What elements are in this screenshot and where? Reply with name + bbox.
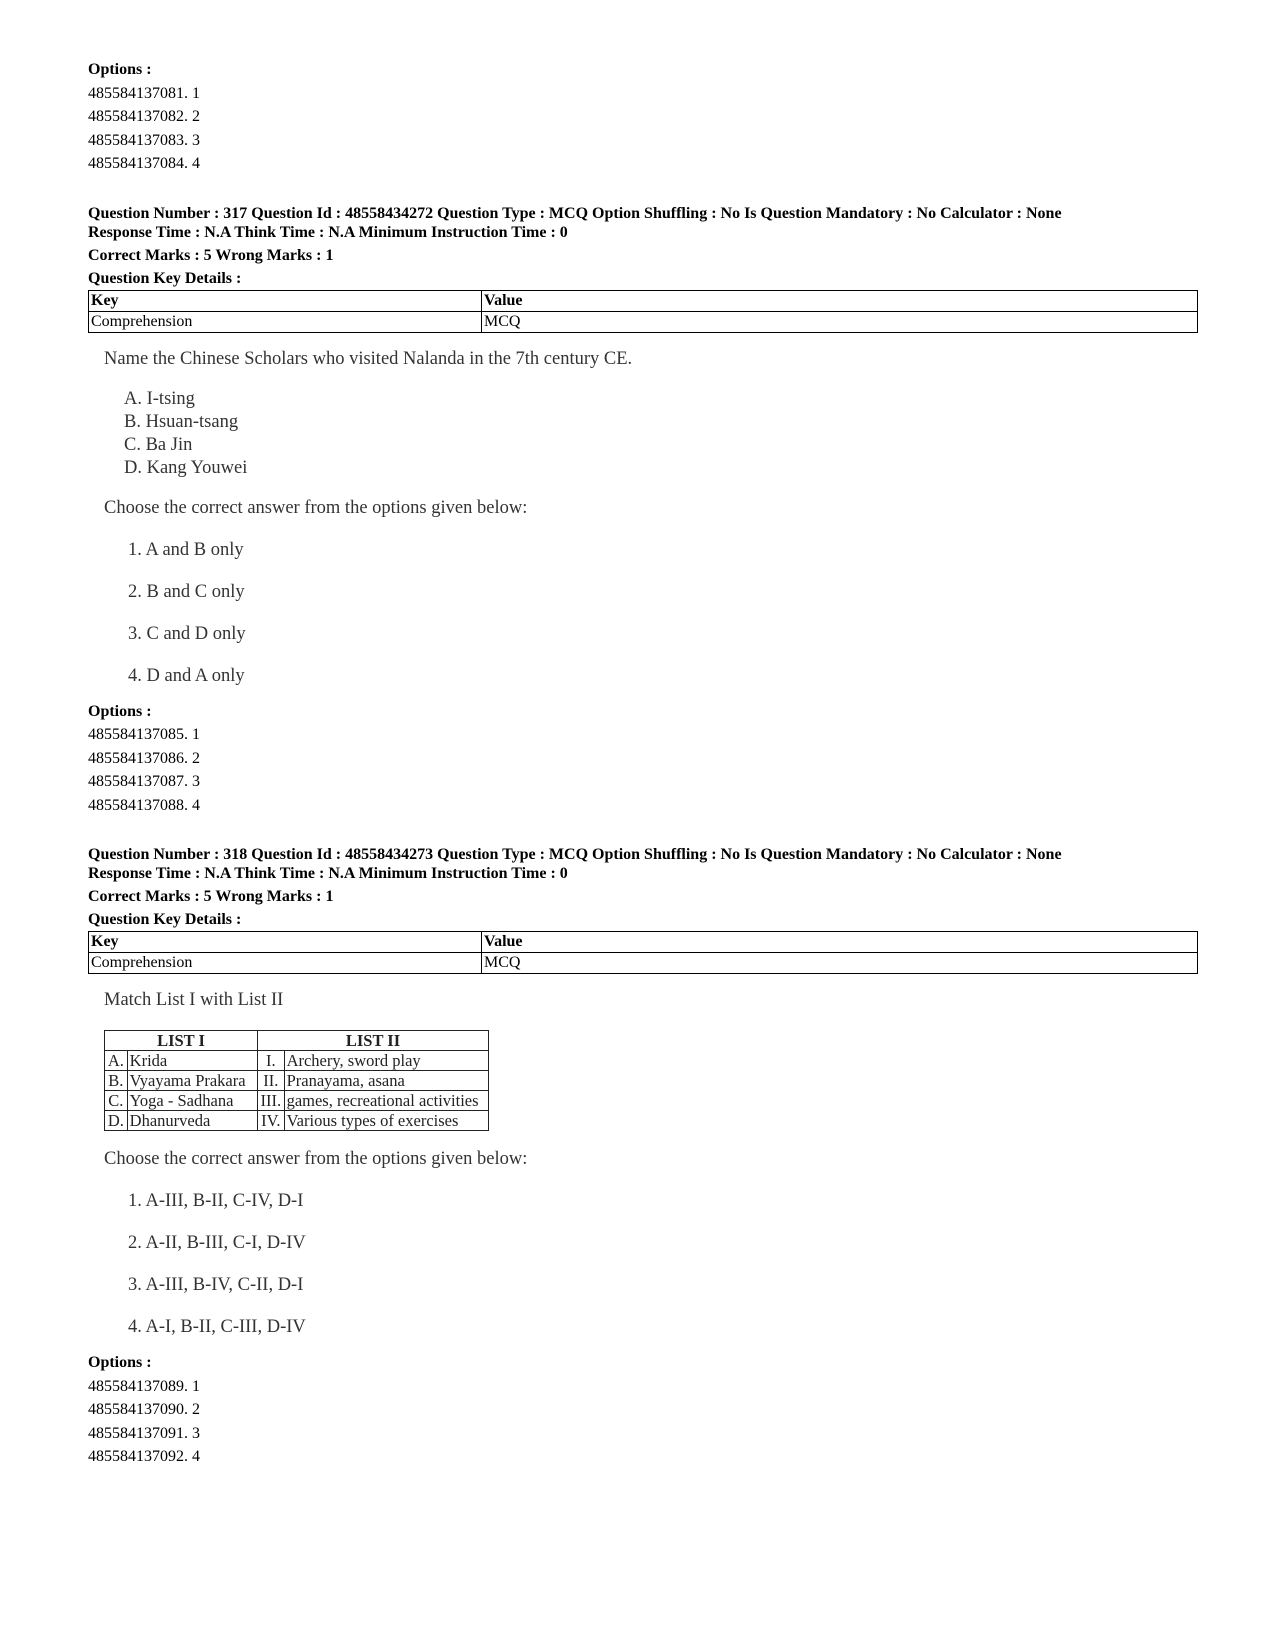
- match-numeral: I.: [258, 1051, 285, 1071]
- match-row: [105, 1051, 489, 1071]
- question-stem: Name the Chinese Scholars who visited Nalanda in the 7th century CE.: [104, 348, 633, 369]
- option-line: 485584137089. 1: [88, 1377, 200, 1395]
- key-details-title: Question Key Details :: [88, 911, 242, 928]
- answer-choice: 1. A and B only: [128, 539, 244, 560]
- match-numeral: III.: [258, 1091, 285, 1111]
- table-row: [89, 953, 1198, 974]
- match-table: [104, 1030, 489, 1131]
- match-list2-item: Various types of exercises: [284, 1111, 488, 1131]
- question-timing: Response Time : N.A Think Time : N.A Minimum Instruction Time : 0: [88, 223, 568, 241]
- table-cell-value: MCQ: [482, 311, 1198, 332]
- question-body: [104, 988, 1198, 1012]
- table-row: [89, 311, 1198, 332]
- option-line: 485584137087. 3: [88, 773, 200, 790]
- top-options-block: [88, 58, 1198, 176]
- match-header-list1: LIST I: [105, 1031, 258, 1051]
- table-header-value: Value: [482, 932, 1198, 953]
- option-line: 485584137091. 3: [88, 1424, 200, 1442]
- option-line: 485584137083. 3: [88, 131, 200, 149]
- question-marks: Correct Marks : 5 Wrong Marks : 1: [88, 888, 334, 905]
- match-list1-item: Krida: [127, 1051, 257, 1071]
- match-numeral: IV.: [258, 1111, 285, 1131]
- options-block: [88, 700, 1198, 818]
- match-numeral: II.: [258, 1071, 285, 1091]
- match-letter: A.: [105, 1051, 128, 1071]
- match-list2-item: games, recreational activities: [284, 1091, 488, 1111]
- question-318: [88, 845, 1198, 1469]
- options-title: Options :: [88, 702, 152, 720]
- option-line: 485584137082. 2: [88, 108, 200, 125]
- match-header-list2: LIST II: [258, 1031, 489, 1051]
- option-line: 485584137084. 4: [88, 155, 200, 172]
- table-header-row: [89, 932, 1198, 953]
- options-title: Options :: [88, 61, 152, 78]
- key-details-table: [88, 290, 1198, 333]
- match-list1-item: Yoga - Sadhana: [127, 1091, 257, 1111]
- options-block: [88, 1351, 1198, 1469]
- table-header-value: Value: [482, 290, 1198, 311]
- table-header-row: [89, 290, 1198, 311]
- match-letter: B.: [105, 1071, 128, 1091]
- match-row: [105, 1111, 489, 1131]
- choose-instruction: Choose the correct answer from the options given below:: [104, 497, 528, 518]
- options-title: Options :: [88, 1354, 152, 1371]
- answer-choice: 2. B and C only: [128, 581, 245, 602]
- table-cell-value: MCQ: [482, 953, 1198, 974]
- match-row: [105, 1071, 489, 1091]
- question-body: [104, 347, 1198, 688]
- option-line: 485584137085. 1: [88, 726, 200, 743]
- question-items: [124, 388, 1198, 480]
- key-details-title: Question Key Details :: [88, 269, 242, 287]
- table-header-key: Key: [89, 290, 482, 311]
- match-list1-item: Vyayama Prakara: [127, 1071, 257, 1091]
- question-stem: Match List I with List II: [104, 990, 284, 1010]
- option-line: 485584137088. 4: [88, 796, 200, 814]
- question-header: Question Number : 317 Question Id : 48558434272 Question Type : MCQ Option Shuffling : No Is Question Mandatory : No Calculator : None: [88, 204, 1062, 222]
- option-line: 485584137092. 4: [88, 1448, 200, 1465]
- match-list2-item: Pranayama, asana: [284, 1071, 488, 1091]
- option-line: 485584137090. 2: [88, 1401, 200, 1418]
- question-answers: [104, 1147, 1198, 1339]
- document-page: [88, 58, 1198, 1469]
- list-item: B. Hsuan-tsang: [124, 411, 239, 432]
- option-line: 485584137086. 2: [88, 749, 200, 767]
- table-header-key: Key: [89, 932, 482, 953]
- question-317: [88, 204, 1198, 818]
- option-line: 485584137081. 1: [88, 84, 200, 102]
- list-item: D. Kang Youwei: [124, 457, 248, 478]
- match-list1-item: Dhanurveda: [127, 1111, 257, 1131]
- answer-choice: 3. A-III, B-IV, C-II, D-I: [128, 1275, 304, 1295]
- match-letter: D.: [105, 1111, 128, 1131]
- list-item: C. Ba Jin: [124, 434, 193, 455]
- question-header: Question Number : 318 Question Id : 48558434273 Question Type : MCQ Option Shuffling : No Is Question Mandatory : No Calculator : None: [88, 846, 1062, 863]
- table-cell-key: Comprehension: [89, 953, 482, 974]
- answer-choice: 2. A-II, B-III, C-I, D-IV: [128, 1233, 306, 1253]
- answer-choice: 4. A-I, B-II, C-III, D-IV: [128, 1317, 306, 1337]
- match-letter: C.: [105, 1091, 128, 1111]
- match-header-row: [105, 1031, 489, 1051]
- list-item: A. I-tsing: [124, 388, 195, 409]
- match-row: [105, 1091, 489, 1111]
- table-cell-key: Comprehension: [89, 311, 482, 332]
- key-details-table: [88, 931, 1198, 974]
- question-timing: Response Time : N.A Think Time : N.A Minimum Instruction Time : 0: [88, 865, 568, 882]
- question-marks: Correct Marks : 5 Wrong Marks : 1: [88, 246, 334, 264]
- answer-choice: 4. D and A only: [128, 665, 245, 686]
- answer-choice: 1. A-III, B-II, C-IV, D-I: [128, 1191, 304, 1211]
- answer-choice: 3. C and D only: [128, 623, 246, 644]
- match-list2-item: Archery, sword play: [284, 1051, 488, 1071]
- choose-instruction: Choose the correct answer from the options given below:: [104, 1149, 528, 1169]
